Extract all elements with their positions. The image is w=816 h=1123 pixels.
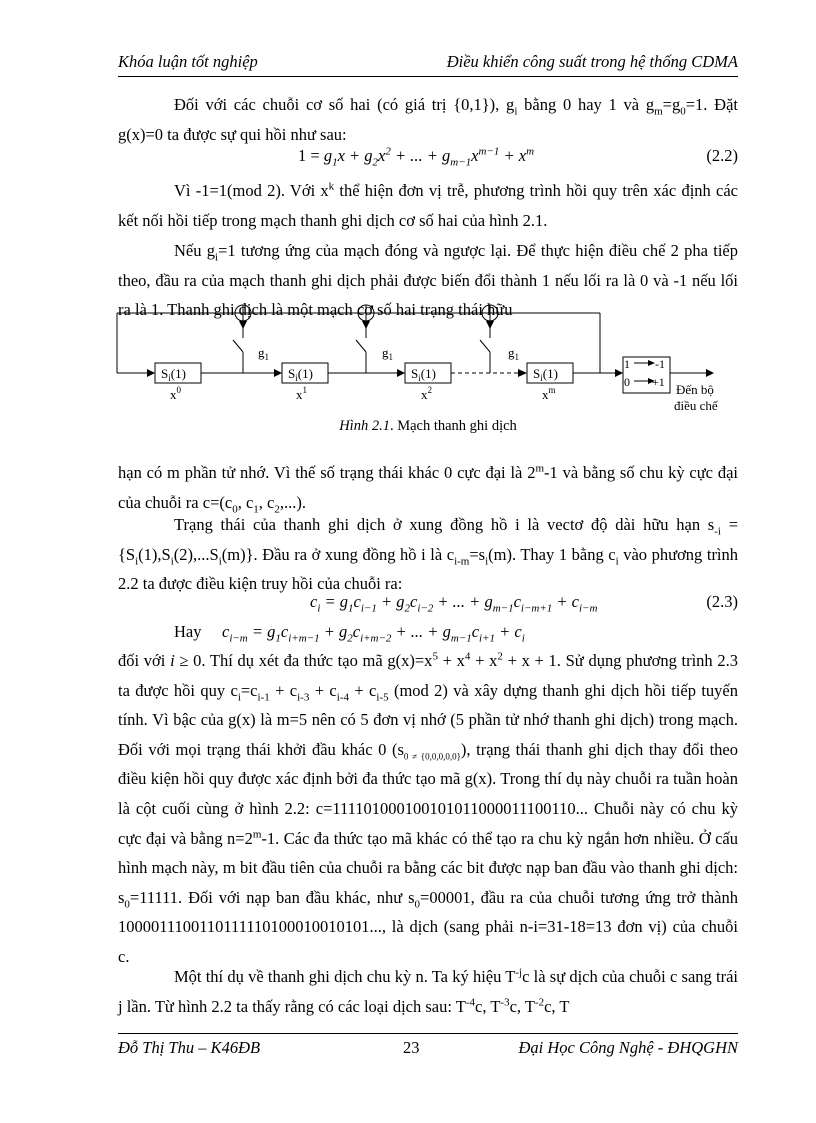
paragraph-6: đối với i ≥ 0. Thí dụ xét đa thức tạo mã $g(x)=x^5 + x^4 + x^2 + x + 1$. Sử dụng phương trình 2.3 ta được hồi quy $c_i=c_{i-1} + c_{i-3} + c_{i-4} + c_{i-5}$ (mod 2) và xây dựng thanh ghi dịch hồi tiếp tuyến tính. Vì bậc của g(x) là m=5 nên có 5 đơn vị nhớ (5 phần tử nhớ thanh ghi dịch) trong mạch. Đối với mọi trạng thái khởi đầu khác 0 $(s_{0 \ne \{0,0,0,0,0\}})$, trạng thái thanh ghi dịch thay đổi theo điều kiện hồi quy được xác định bởi đa thức tạo mã g(x). Trong thí dụ này chuỗi ra tuần hoàn là cột cuối cùng ở hình 2.2: c=111101000100101011000011100110... Chuỗi này có chu kỳ cực đại và bằng $n=2^m-1$. Các đa thức tạo mã khác có thể tạo ra chu kỳ ngắn hơn nhiều. Ở cấu hình mạch này, m bit đầu tiên của chuỗi ra bằng các bit được nạp ban đầu vào thanh ghi dịch: $s_0=11111$. Đối với nạp ban đầu khác, như $s_0=00001$, đầu ra của chuỗi tương ứng trở thành 1000011100110111110100010010101..., là dịch (sang phải n-i=31-18=13 đơn vị) của chuỗi c.: [118, 650, 739, 966]
mapper-out-pos: +1: [652, 375, 665, 389]
page-footer: [118, 1038, 738, 1060]
header-rule: [118, 76, 738, 77]
equation-2-3: [118, 592, 738, 618]
paragraph-1: Đối với các chuỗi cơ số hai (có giá trị {0,1}), $g_i$ bằng 0 hay 1 và $g_m=g_0=1$. Đặt g(x)=0 ta được sự qui hồi như sau:: [118, 95, 738, 144]
paragraph-4: hạn có m phần tử nhớ. Vì thế số trạng thái khác 0 cực đại là 2$^m$-1 và bằng số chu kỳ cực đại của chuỗi ra $c=(c_0$, $c_1$, $c_2$,...).: [118, 462, 738, 515]
footer-rule: [118, 1033, 738, 1034]
gate-label-2: $g_1$: [382, 345, 393, 362]
paragraph-3: Nếu $g_i=1$ tương ứng của mạch đóng và ngược lại. Để thực hiện điều chế 2 pha tiếp theo, đầu ra của mạch thanh ghi dịch phải được biến đổi thành 1 nếu lối ra là 0 và -1 nếu lối ra là 1. Thanh ghi dịch là một mạch cơ số hai trạng thái hữu: [118, 241, 738, 320]
paragraph-2: Vì -1=1(mod 2). Với $x^k$ thể hiện đơn vị trễ, phương trình hồi quy trên xác định các kết nối hồi tiếp trong mạch thanh ghi dịch cơ số hai của hình 2.1.: [118, 180, 738, 230]
output-label-1: Đến bộ: [676, 382, 714, 397]
mapper-in-1: 1: [624, 357, 630, 371]
x-label-1: $x^0$: [170, 385, 181, 402]
cell-3-label: $S_i(1)$: [411, 366, 436, 383]
equation-2-2-number: (2.2): [706, 146, 738, 165]
equation-2-2-expression: $1 = g_1x + g_2x^2$ + ... + $g_{m-1}x^{m-1} + x^m$: [298, 145, 535, 169]
x-label-2: $x^1$: [296, 385, 307, 402]
footer-institution: Đại Học Công Nghệ - ĐHQGHN: [518, 1038, 738, 1057]
gate-label-1: $g_1$: [258, 345, 269, 362]
page-header: [118, 52, 738, 74]
header-left: Khóa luận tốt nghiệp: [118, 52, 258, 71]
equation-2-2: [118, 146, 738, 172]
switch-1: [233, 340, 243, 352]
figure-caption: Hình 2.1. Mạch thanh ghi dịch: [339, 418, 517, 434]
equation-2-3-expression: $c_i = g_1c_{i-1} + g_2c_{i-2}$ + ... + $g_{m-1}c_{i-m+1} + c_{i-m}$: [310, 592, 598, 615]
gate-label-3: $g_1$: [508, 345, 519, 362]
header-right: Điều khiển công suất trong hệ thống CDMA: [446, 52, 738, 71]
equation-2-3-number: (2.3): [706, 592, 738, 611]
page-number: 23: [403, 1038, 420, 1057]
paragraph-5: Trạng thái của thanh ghi dịch ở xung đồng hồ i là vectơ độ dài hữu hạn $s_{-i} = \{S_i(1),S_i(2),...S_i(m)\}$. Đầu ra ở xung đồng hồ i là $c_{i-m}=s_i(m)$. Thay 1 bằng $c_i$ vào phương trình 2.2 ta được điều kiện truy hồi của chuỗi ra:: [118, 515, 739, 594]
mapper-in-0: 0: [624, 375, 630, 389]
footer-author: Đỗ Thị Thu – K46ĐB: [118, 1038, 261, 1057]
switch-2: [356, 340, 366, 352]
cell-4-label: $S_i(1)$: [533, 366, 558, 383]
cell-2-label: $S_i(1)$: [288, 366, 313, 383]
equation-hay-expression: $c_{i-m} = g_1c_{i+m-1} + g_2c_{i+m-2}$ + ... + $g_{m-1}c_{i+1} + c_i$: [222, 622, 525, 645]
hay-word: Hay: [174, 622, 202, 641]
x-label-4: $x^m$: [542, 385, 556, 402]
output-label-2: điều chế: [674, 398, 718, 413]
shift-register-figure: [0, 300, 816, 415]
switch-3: [480, 340, 490, 352]
cell-1-label: $S_i(1)$: [161, 366, 186, 383]
equation-hay: [118, 622, 738, 648]
paragraph-7: Một thí dụ về thanh ghi dịch chu kỳ n. Ta ký hiệu $T^{-j}c$ là sự dịch của chuỗi c sang trái j lần. Từ hình 2.2 ta thấy rằng có các loại dịch sau: $T^{-4}c$, $T^{-3}c$, $T^{-2}c$, T: [118, 966, 738, 1016]
mapper-out-neg: -1: [655, 357, 665, 371]
x-label-3: $x^2$: [421, 385, 432, 402]
